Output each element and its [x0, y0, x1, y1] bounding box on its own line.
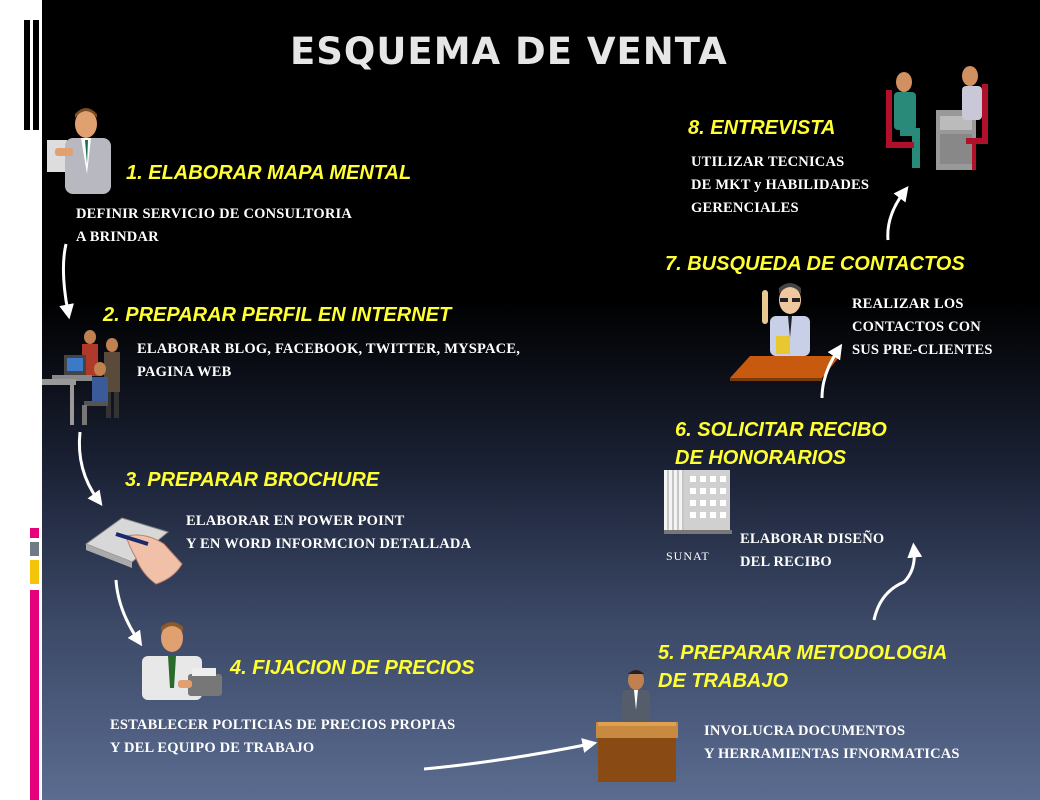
arrow-7-8 [888, 192, 904, 240]
step-7-heading: 7. BUSQUEDA DE CONTACTOS [665, 253, 965, 275]
arrow-3-4 [116, 580, 138, 640]
arrow-6-7 [822, 350, 838, 398]
step-1-description: DEFINIR SERVICIO DE CONSULTORIA A BRINDAR [76, 206, 353, 245]
step-8-description: UTILIZAR TECNICAS DE MKT y HABILIDADES GERENCIALES [691, 154, 870, 216]
step-5-heading: 5. PREPARAR METODOLOGIA DE TRABAJO [658, 642, 948, 692]
step-3-description: ELABORAR EN POWER POINT Y EN WORD INFORMCION DETALLADA [186, 513, 472, 552]
step-4-description: ESTABLECER POLTICIAS DE PRECIOS PROPIAS Y DEL EQUIPO DE TRABAJO [110, 717, 456, 756]
step-8-heading: 8. ENTREVISTA [688, 117, 836, 139]
arrow-1-2 [63, 244, 68, 312]
step-6-description: ELABORAR DISEÑO DEL RECIBO [740, 531, 885, 570]
step-2-description: ELABORAR BLOG, FACEBOOK, TWITTER, MYSPACE, PAGINA WEB [137, 341, 521, 380]
step-7-description: REALIZAR LOS CONTACTOS CON SUS PRE-CLIENTES [852, 296, 993, 358]
step-3-heading: 3. PREPARAR BROCHURE [125, 469, 380, 491]
step-5-description: INVOLUCRA DOCUMENTOS Y HERRAMIENTAS IFNORMATICAS [704, 723, 960, 762]
step-4-heading: 4. FIJACION DE PRECIOS [230, 657, 475, 679]
arrow-2-3 [79, 432, 98, 500]
step-1-heading: 1. ELABORAR MAPA MENTAL [126, 162, 412, 184]
arrow-5-6 [874, 550, 914, 620]
step-2-heading: 2. PREPARAR PERFIL EN INTERNET [103, 304, 452, 326]
sunat-label: SUNAT [666, 549, 710, 563]
step-6-heading: 6. SOLICITAR RECIBO DE HONORARIOS [675, 419, 887, 469]
arrow-4-5 [424, 744, 590, 769]
page-title: ESQUEMA DE VENTA [290, 30, 728, 73]
